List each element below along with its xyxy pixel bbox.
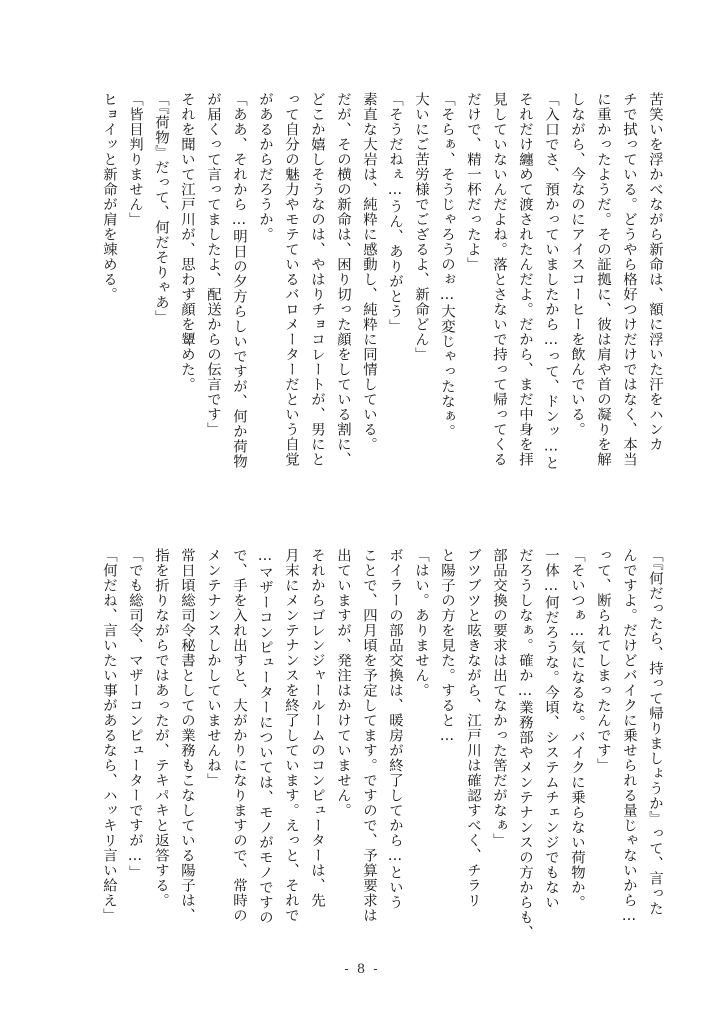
text-column: んですよ。だけどバイクに乗せられる量じゃないから…: [621, 548, 637, 925]
text-column: ボイラーの部品交換は、暖房が終了してから…という: [387, 548, 403, 910]
text-column: それからゴレンジャールームのコンピューターは、先: [309, 548, 325, 908]
text-column: だが、その横の新命は、困り切った顔をしている割に、: [335, 92, 351, 467]
text-column: だろうしなぁ。確か…業務部やメンテナンスの方からも、: [517, 548, 533, 940]
text-column: が届くって言ってましたよ、配送からの伝言です」: [205, 92, 221, 437]
text-column: 「皆目判りません」: [127, 92, 143, 227]
text-column: 「はい。ありません。: [413, 548, 429, 698]
text-column: 「そうだねぇ…うん、ありがとう」: [387, 92, 403, 334]
text-column: 「そらぁ、そうじゃろうのぉ…大変じゃったなぁ。: [439, 92, 455, 439]
text-column: と陽子の方を見た。すると…: [439, 548, 455, 745]
text-column: 「そいつぁ…気になるな。バイクに乗らない荷物か。: [569, 548, 585, 910]
text-column: 素直な大岩は、純粋に感動し、純粋に同情している。: [361, 92, 377, 452]
text-column: 出ていますが、発注はかけていません。: [335, 548, 351, 818]
lower-text-block: [82, 548, 668, 948]
text-column: 「でも総司令、マザーコンピューターですが…」: [127, 548, 143, 880]
text-column: メンテナンスしかしていませんね」: [205, 548, 221, 788]
text-column: 「何だね、言いたい事があるなら、ハッキリ言い給え」: [101, 548, 117, 923]
text-column: 常日頃総司令秘書としての業務もこなしている陽子は、: [179, 548, 195, 923]
text-column: チで拭っている。どうやら格好つけだけではなく、本当: [621, 92, 637, 467]
text-column: ブツブツと呟きながら、江戸川は確認すべく、チラリ: [465, 548, 481, 908]
text-column: …マザーコンピューターについては、モノがモノですの: [257, 548, 273, 925]
text-column: 部品交換の要求は出てなかった筈だがなぁ」: [491, 548, 507, 848]
text-column: どこか嬉しそうなのは、やはりチョコレートが、男にと: [309, 92, 325, 467]
text-column: 「『何だったら、持って帰りましょうか』って、言った: [647, 548, 663, 916]
text-column: 見していないんだよね。落とさないで持って帰ってくる: [491, 92, 507, 467]
text-column: だけで、精一杯だったよ」: [465, 92, 481, 272]
text-column: それだけ纏めて渡されたんだよ。だから、まだ中身を拝: [517, 92, 533, 467]
text-column: 指を折りながらではあったが、テキパキと返答する。: [153, 548, 169, 908]
text-column: 「『荷物』だって、何だそりゃあ」: [153, 92, 169, 325]
text-column: 苦笑いを浮かべながら新命は、額に浮いた汗をハンカ: [647, 92, 663, 452]
text-column: 月末にメンテナンスを終了しています。えっと、それで: [283, 548, 299, 923]
text-column: それを聞いて江戸川が、思わず顔を顰めた。: [179, 92, 195, 392]
text-column: 「入口でさ、預かっていましたから…って、ドンッ…と: [543, 92, 559, 471]
text-column: で、手を入れ出すと、大がかりになりますので、常時の: [231, 548, 247, 923]
text-column: があるからだろうか。: [257, 92, 273, 242]
text-column: って、断られてしまったんです」: [595, 548, 611, 773]
text-column: に重かったようだ。その証拠に、彼は肩や首の凝りを解: [595, 92, 611, 467]
text-column: 大いにご苦労様でござるよ、新命どん」: [413, 92, 429, 362]
text-column: 一体…何だろうな。今頃、システムチェンジでもない: [543, 548, 559, 910]
upper-text-block: [82, 92, 668, 484]
text-column: ヒョイッと新命が肩を竦める。: [101, 92, 117, 302]
text-column: しながら、今なのにアイスコーヒーを飲んでいる。: [569, 92, 585, 437]
text-column: って自分の魅力やモテているバロメーターだという自覚: [283, 92, 299, 467]
page-number: - 8 -: [344, 962, 380, 977]
text-column: 「ああ、それから…明日の夕方らしいですが、何か荷物: [231, 92, 247, 469]
text-column: ことで、四月頃を予定してます。ですので、予算要求は: [361, 548, 377, 923]
